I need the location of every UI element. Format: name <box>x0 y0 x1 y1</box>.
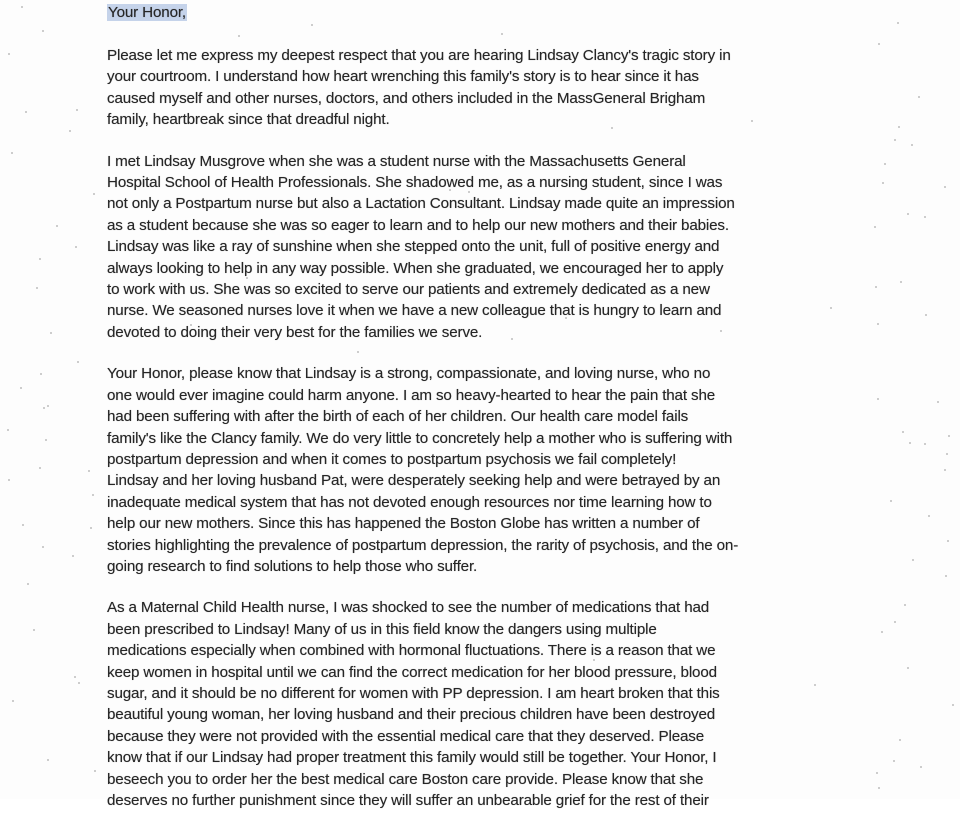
scan-speck <box>72 555 74 557</box>
scan-speck <box>33 629 35 631</box>
scan-speck <box>11 152 13 154</box>
text-line: had been suffering with after the birth of each of her children. Our health care model fails <box>107 408 689 426</box>
scan-speck <box>22 524 24 526</box>
text-line: caused myself and other nurses, doctors, and others included in the MassGeneral Brigham <box>107 89 706 107</box>
scan-speck <box>944 186 946 188</box>
text-line: not only a Postpartum nurse but also a Lactation Consultant. Lindsay made quite an impression <box>107 195 735 213</box>
scan-speck <box>56 225 58 227</box>
scan-speck <box>947 540 949 542</box>
scan-speck <box>877 323 879 325</box>
text-line: sugar, and it should be no different for women with PP depression. I am heart broken that this <box>107 684 720 702</box>
text-line: keep women in hospital until we can find the correct medication for her blood pressure, blood <box>107 663 717 681</box>
text-line: beseech you to order her the best medical care Boston care provide. Please know that she <box>107 770 704 788</box>
scan-speck <box>876 772 878 774</box>
scan-speck <box>894 139 896 141</box>
scan-speck <box>937 401 939 403</box>
scan-speck <box>77 361 79 363</box>
text-line: deserves no further punishment since they will suffer an unbearable grief for the rest of their <box>107 792 709 809</box>
scan-speck <box>874 226 876 228</box>
scan-speck <box>69 130 71 132</box>
scan-speck <box>945 575 947 577</box>
scan-speck <box>907 667 909 669</box>
text-line: Lindsay was like a ray of sunshine when she stepped onto the unit, full of positive energy and <box>107 238 720 256</box>
scan-speck <box>893 760 895 762</box>
paragraph-3 <box>107 363 867 577</box>
salutation <box>107 2 867 28</box>
text-line: Your Honor, please know that Lindsay is a strong, compassionate, and loving nurse, who no <box>107 365 711 383</box>
scan-speck <box>39 467 41 469</box>
scan-speck <box>902 431 904 433</box>
text-line: As a Maternal Child Health nurse, I was shocked to see the number of medications that had <box>107 599 710 617</box>
text-line: beautiful young woman, her loving husband and their precious children have been destroyed <box>107 706 716 724</box>
scan-speck <box>912 559 914 561</box>
scan-speck <box>875 286 877 288</box>
scan-speck <box>76 109 78 111</box>
scan-speck <box>88 470 90 472</box>
scan-speck <box>45 439 47 441</box>
scan-speck <box>925 314 927 316</box>
scan-speck <box>7 429 9 431</box>
scan-speck <box>920 766 922 768</box>
scan-speck <box>12 700 14 702</box>
letter-body <box>107 2 867 831</box>
text-line: know that if our Lindsay had proper treatment this family would still be together. Your Honor, I <box>107 749 717 767</box>
text-line: your courtroom. I understand how heart wrenching this family's story is to hear since it has <box>107 68 699 86</box>
scan-speck <box>8 53 10 55</box>
scan-speck <box>90 527 92 529</box>
scan-speck <box>884 163 886 165</box>
scan-speck <box>907 213 909 215</box>
text-line: nurse. We seasoned nurses love it when we have a new colleague that is hungry to learn and <box>107 302 722 320</box>
text-line: devoted to doing their very best for the families we serve. <box>107 323 483 341</box>
scan-speck <box>944 469 946 471</box>
scan-speck <box>881 631 883 633</box>
scan-speck <box>8 479 10 481</box>
paragraph-1 <box>107 45 867 131</box>
scan-speck <box>75 246 77 248</box>
scan-speck <box>878 43 880 45</box>
scan-speck <box>36 287 38 289</box>
text-line: Lindsay and her loving husband Pat, were desperately seeking help and were betrayed by an <box>107 472 721 490</box>
scan-speck <box>20 387 22 389</box>
salutation-text[interactable]: Your Honor, <box>108 4 187 21</box>
scan-speck <box>93 193 95 195</box>
scan-speck <box>43 407 45 409</box>
scan-speck <box>924 216 926 218</box>
scan-speck <box>897 22 899 24</box>
text-line: to work with us. She was so excited to serve our patients and extremely dedicated as a new <box>107 281 710 299</box>
scan-speck <box>47 405 49 407</box>
scan-speck <box>904 604 906 606</box>
text-line: because they were not provided with the essential medical care that they deserved. Please <box>107 727 705 745</box>
text-line: medications especially when combined with hormonal fluctuations. There is a reason that we <box>107 642 716 660</box>
text-line: I met Lindsay Musgrove when she was a student nurse with the Massachusetts General <box>107 152 686 170</box>
scan-speck <box>877 398 879 400</box>
scan-speck <box>894 621 896 623</box>
scan-speck <box>909 442 911 444</box>
scan-speck <box>21 6 23 8</box>
scan-speck <box>42 30 44 32</box>
scan-speck <box>92 494 94 496</box>
text-line: always looking to help in any way possible. When she graduated, we encouraged her to apply <box>107 259 724 277</box>
scan-speck <box>27 583 29 585</box>
text-line: inadequate medical system that has not devoted enough resources nor time learning how to <box>107 493 712 511</box>
text-line: help our new mothers. Since this has happened the Boston Globe has written a number of <box>107 515 700 533</box>
text-line: postpartum depression and when it comes to postpartum psychosis we fail completely! <box>107 450 677 468</box>
scan-speck <box>946 453 948 455</box>
scan-speck <box>918 96 920 98</box>
scan-speck <box>78 682 80 684</box>
scan-speck <box>890 500 892 502</box>
scan-speck <box>898 126 900 128</box>
scan-speck <box>50 332 52 334</box>
text-line: family, heartbreak since that dreadful night. <box>107 111 390 129</box>
text-line: Hospital School of Health Professionals. She shadowed me, as a nursing student, since I was <box>107 174 723 192</box>
scan-speck <box>40 373 42 375</box>
paragraph-4 <box>107 597 867 811</box>
text-line: going research to find solutions to help those who suffer. <box>107 557 478 575</box>
text-line: Please let me express my deepest respect that you are hearing Lindsay Clancy's tragic story in <box>107 47 731 64</box>
scan-speck <box>882 182 884 184</box>
paragraph-2 <box>107 151 867 344</box>
scan-speck <box>878 787 880 789</box>
scan-speck <box>42 546 44 548</box>
scan-speck <box>911 144 913 146</box>
scan-speck <box>900 281 902 283</box>
text-line: as a student because she was so eager to learn and to help our new mothers and their babies. <box>107 216 729 234</box>
scan-speck <box>924 443 926 445</box>
scan-speck <box>928 515 930 517</box>
scan-speck <box>948 435 950 437</box>
text-line: been prescribed to Lindsay! Many of us in this field know the dangers using multiple <box>107 620 657 638</box>
scan-speck <box>94 770 96 772</box>
letter-paragraphs <box>107 45 867 811</box>
text-line: one would ever imagine could harm anyone. I am so heavy-hearted to hear the pain that she <box>107 386 716 404</box>
text-line: stories highlighting the prevalence of postpartum depression, the rarity of psychosis, and the on- <box>107 536 739 554</box>
scan-speck <box>899 739 901 741</box>
scan-speck <box>952 704 954 706</box>
scan-speck <box>47 759 49 761</box>
scan-speck <box>39 258 41 260</box>
scan-speck <box>25 111 27 113</box>
scan-speck <box>74 676 76 678</box>
text-line: family's like the Clancy family. We do very little to concretely help a mother who is suffering with <box>107 429 733 447</box>
